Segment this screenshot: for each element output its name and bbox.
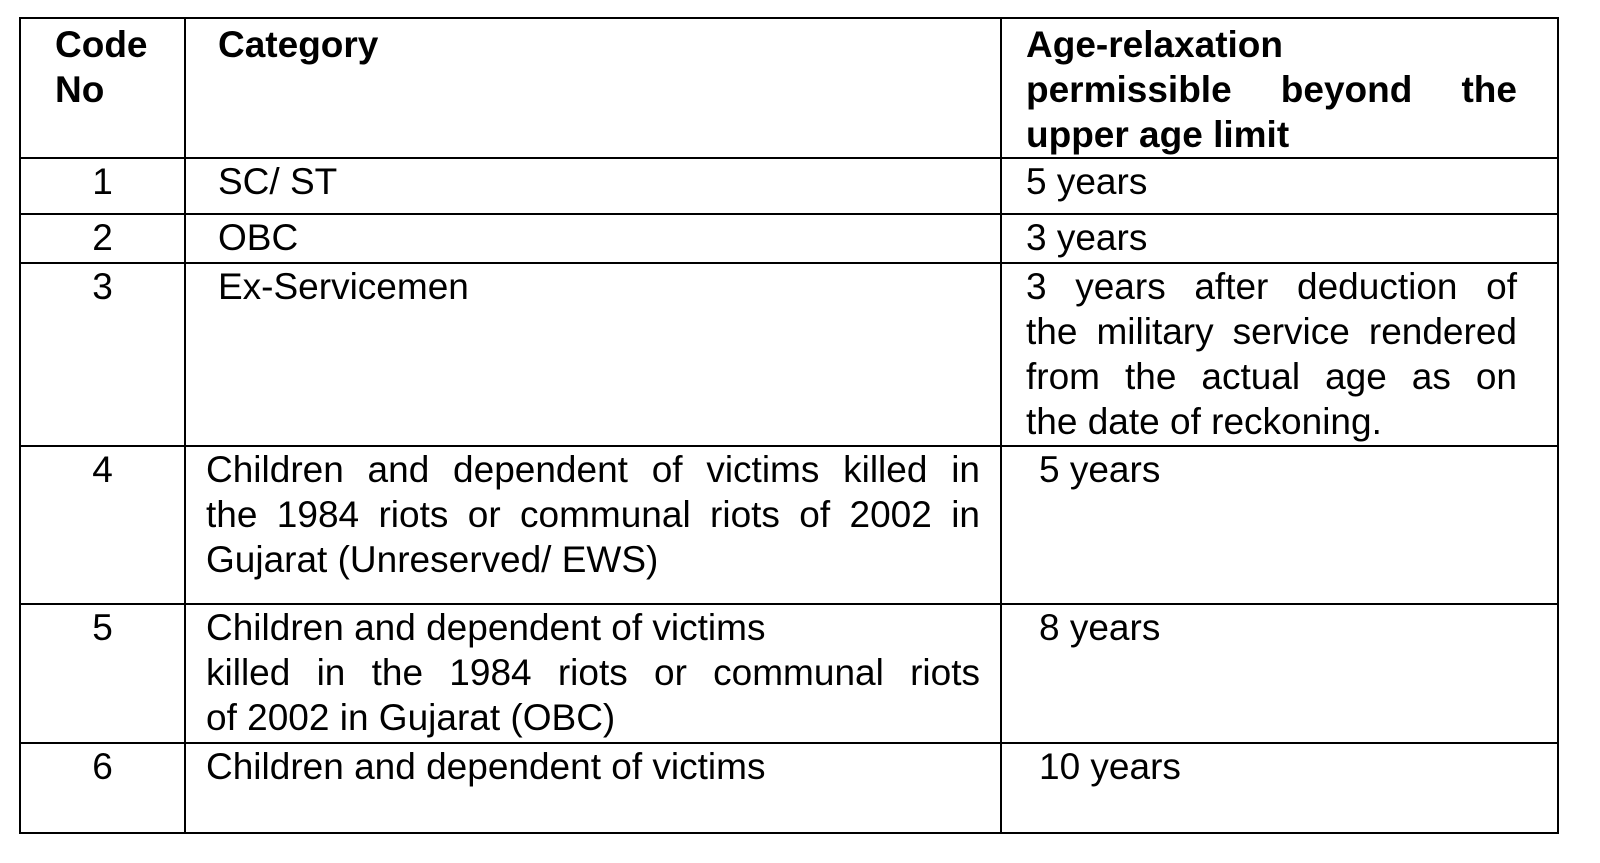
cell-relaxation xyxy=(1001,743,1558,833)
category-line: Gujarat (Unreserved/ EWS) xyxy=(206,539,659,580)
cell-category xyxy=(185,743,1001,833)
header-code-no xyxy=(20,18,185,158)
age-relaxation-table xyxy=(19,17,1559,834)
header-relax-line1: Age-relaxation xyxy=(1026,24,1284,65)
cell-category xyxy=(185,214,1001,263)
cell-code xyxy=(20,214,185,263)
code-value: 4 xyxy=(92,449,113,490)
header-category-label: Category xyxy=(218,24,379,65)
table-row xyxy=(20,604,1558,743)
relaxation-value: 10 years xyxy=(1039,746,1181,787)
relaxation-line: the military service rendered xyxy=(1026,311,1517,352)
table-row xyxy=(20,446,1558,604)
category-value: OBC xyxy=(218,217,299,258)
cell-code xyxy=(20,158,185,214)
table-row xyxy=(20,158,1558,214)
code-value: 6 xyxy=(92,746,113,787)
relaxation-line: 3 years after deduction of xyxy=(1026,266,1517,307)
relaxation-value: 8 years xyxy=(1039,607,1161,648)
cell-code xyxy=(20,604,185,743)
cell-category xyxy=(185,263,1001,446)
category-line: the 1984 riots or communal riots of 2002 in xyxy=(206,494,980,535)
relaxation-line: from the actual age as on xyxy=(1026,356,1517,397)
cell-category xyxy=(185,604,1001,743)
header-code-line1: Code xyxy=(55,24,148,65)
header-category xyxy=(185,18,1001,158)
cell-code xyxy=(20,446,185,604)
relaxation-value: 5 years xyxy=(1039,449,1161,490)
cell-category xyxy=(185,158,1001,214)
category-value: Ex-Servicemen xyxy=(218,266,469,307)
header-relax-line2: permissible beyond the xyxy=(1026,69,1517,110)
code-value: 5 xyxy=(92,607,113,648)
table-row xyxy=(20,214,1558,263)
header-relax-line3: upper age limit xyxy=(1026,114,1290,155)
category-line: killed in the 1984 riots or communal riots xyxy=(206,652,980,693)
relaxation-value: 5 years xyxy=(1026,161,1148,202)
code-value: 1 xyxy=(92,161,113,202)
cell-relaxation xyxy=(1001,158,1558,214)
category-value: SC/ ST xyxy=(218,161,338,202)
table-row xyxy=(20,263,1558,446)
cell-category xyxy=(185,446,1001,604)
cell-code xyxy=(20,263,185,446)
category-line: Children and dependent of victims xyxy=(206,607,766,648)
relaxation-value: 3 years xyxy=(1026,217,1148,258)
category-line: Children and dependent of victims killed in xyxy=(206,449,980,490)
cell-code xyxy=(20,743,185,833)
cell-relaxation xyxy=(1001,446,1558,604)
relaxation-line: the date of reckoning. xyxy=(1026,401,1382,442)
table-header-row xyxy=(20,18,1558,158)
cell-relaxation xyxy=(1001,214,1558,263)
header-age-relaxation xyxy=(1001,18,1558,158)
cell-relaxation xyxy=(1001,604,1558,743)
cell-relaxation xyxy=(1001,263,1558,446)
code-value: 2 xyxy=(92,217,113,258)
code-value: 3 xyxy=(92,266,113,307)
header-code-line2: No xyxy=(55,69,105,110)
category-value: Children and dependent of victims xyxy=(206,746,766,787)
category-line: of 2002 in Gujarat (OBC) xyxy=(206,697,616,738)
table-row xyxy=(20,743,1558,833)
